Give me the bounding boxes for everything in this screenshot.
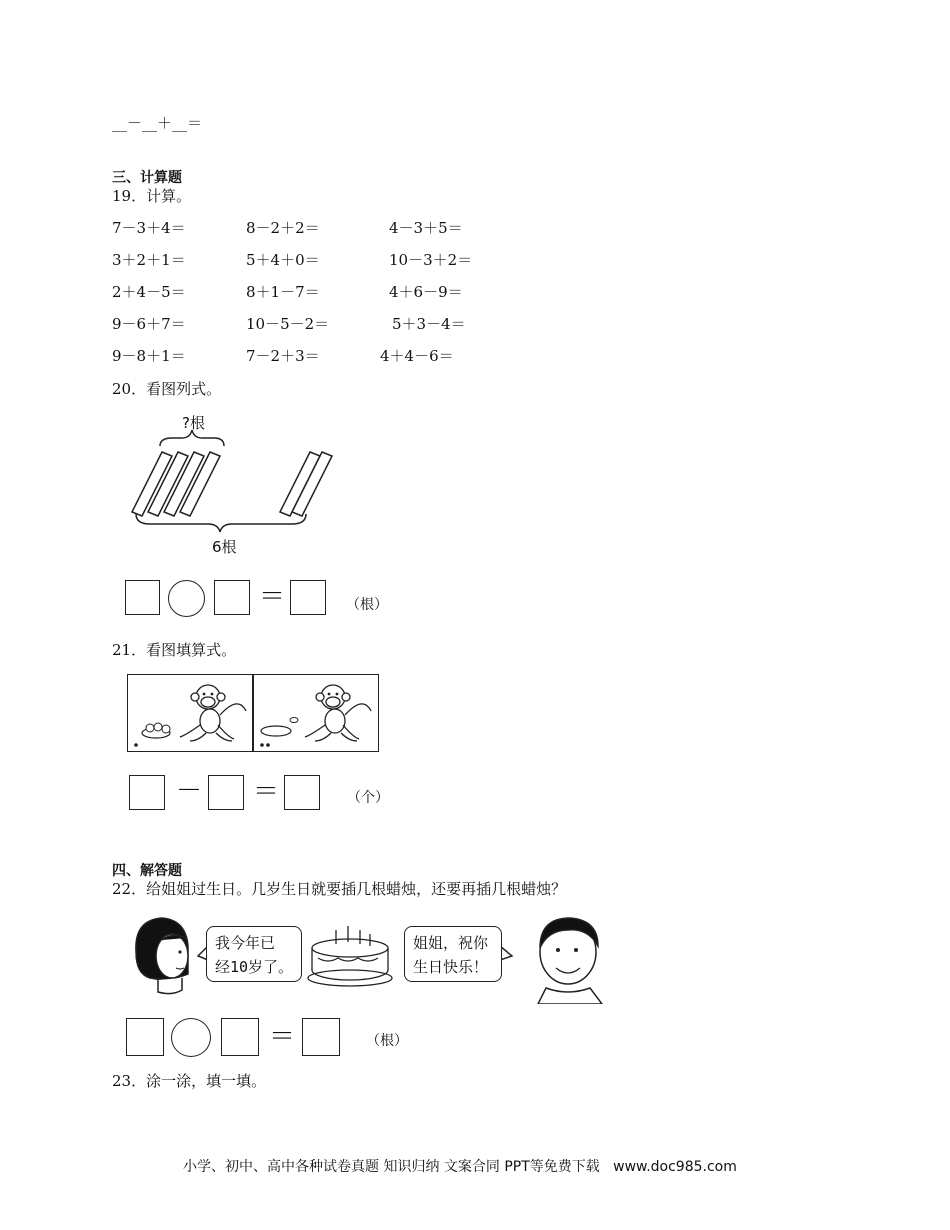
unit-label: （根） — [366, 1033, 408, 1049]
calc-item: 3＋2＋1＝ — [112, 251, 186, 269]
answer-box-1[interactable] — [129, 775, 165, 810]
calc-item: 4－3＋5＝ — [389, 219, 463, 237]
question-20-label: 20．看图列式。 — [112, 380, 222, 398]
calc-item: 2＋4－5＝ — [112, 283, 186, 301]
equals-sign: ＝ — [269, 1022, 296, 1052]
section-heading-word-problems: 四、解答题 — [112, 863, 182, 879]
calc-item: 9－8＋1＝ — [112, 347, 186, 365]
answer-box-result[interactable] — [284, 775, 320, 810]
calc-item: 4＋4－6＝ — [380, 347, 454, 365]
calc-item: 7－3＋4＝ — [112, 219, 186, 237]
calc-item: 10－5－2＝ — [246, 315, 330, 333]
calc-item: 8＋1－7＝ — [246, 283, 320, 301]
operator-circle[interactable] — [168, 580, 205, 617]
question-23-label: 23．涂一涂，填一填。 — [112, 1072, 267, 1090]
calc-item: 10－3＋2＝ — [389, 251, 473, 269]
fill-blank-expression: __－__＋__＝ — [112, 114, 203, 132]
monkey-picture-frame — [127, 674, 379, 752]
section-heading-calculation: 三、计算题 — [112, 170, 182, 186]
question-21-label: 21．看图填算式。 — [112, 641, 237, 659]
birthday-illustration — [128, 912, 608, 1004]
calc-item: 4＋6－9＝ — [389, 283, 463, 301]
answer-box-result[interactable] — [302, 1018, 340, 1056]
boy-speech-bubble: 姐姐，祝你 生日快乐！ — [404, 926, 502, 982]
answer-box-result[interactable] — [290, 580, 326, 615]
equals-sign: ＝ — [253, 777, 280, 807]
answer-box-2[interactable] — [214, 580, 250, 615]
answer-box-1[interactable] — [125, 580, 160, 615]
calc-item: 5＋3－4＝ — [392, 315, 466, 333]
answer-box-2[interactable] — [208, 775, 244, 810]
total-sticks-label: 6根 — [212, 538, 237, 556]
question-19-label: 19．计算。 — [112, 187, 192, 205]
answer-box-2[interactable] — [221, 1018, 259, 1056]
sticks-figure — [120, 408, 340, 558]
equals-sign: ＝ — [259, 582, 286, 612]
question-mark-sticks-label: ?根 — [182, 414, 205, 432]
calc-item: 5＋4＋0＝ — [246, 251, 320, 269]
minus-sign: － — [176, 776, 203, 806]
question-22-label: 22．给姐姐过生日。几岁生日就要插几根蜡烛，还要再插几根蜡烛？ — [112, 880, 567, 898]
calc-item: 7－2＋3＝ — [246, 347, 320, 365]
answer-box-1[interactable] — [126, 1018, 164, 1056]
girl-speech-bubble: 我今年已 经10岁了。 — [206, 926, 302, 982]
unit-label: （个） — [347, 790, 389, 806]
page-footer: 小学、初中、高中各种试卷真题 知识归纳 文案合同 PPT等免费下载 www.doc985.com — [183, 1159, 737, 1175]
calc-item: 9－6＋7＝ — [112, 315, 186, 333]
calc-item: 8－2＋2＝ — [246, 219, 320, 237]
operator-circle[interactable] — [171, 1018, 211, 1057]
unit-label: （根） — [346, 597, 388, 613]
